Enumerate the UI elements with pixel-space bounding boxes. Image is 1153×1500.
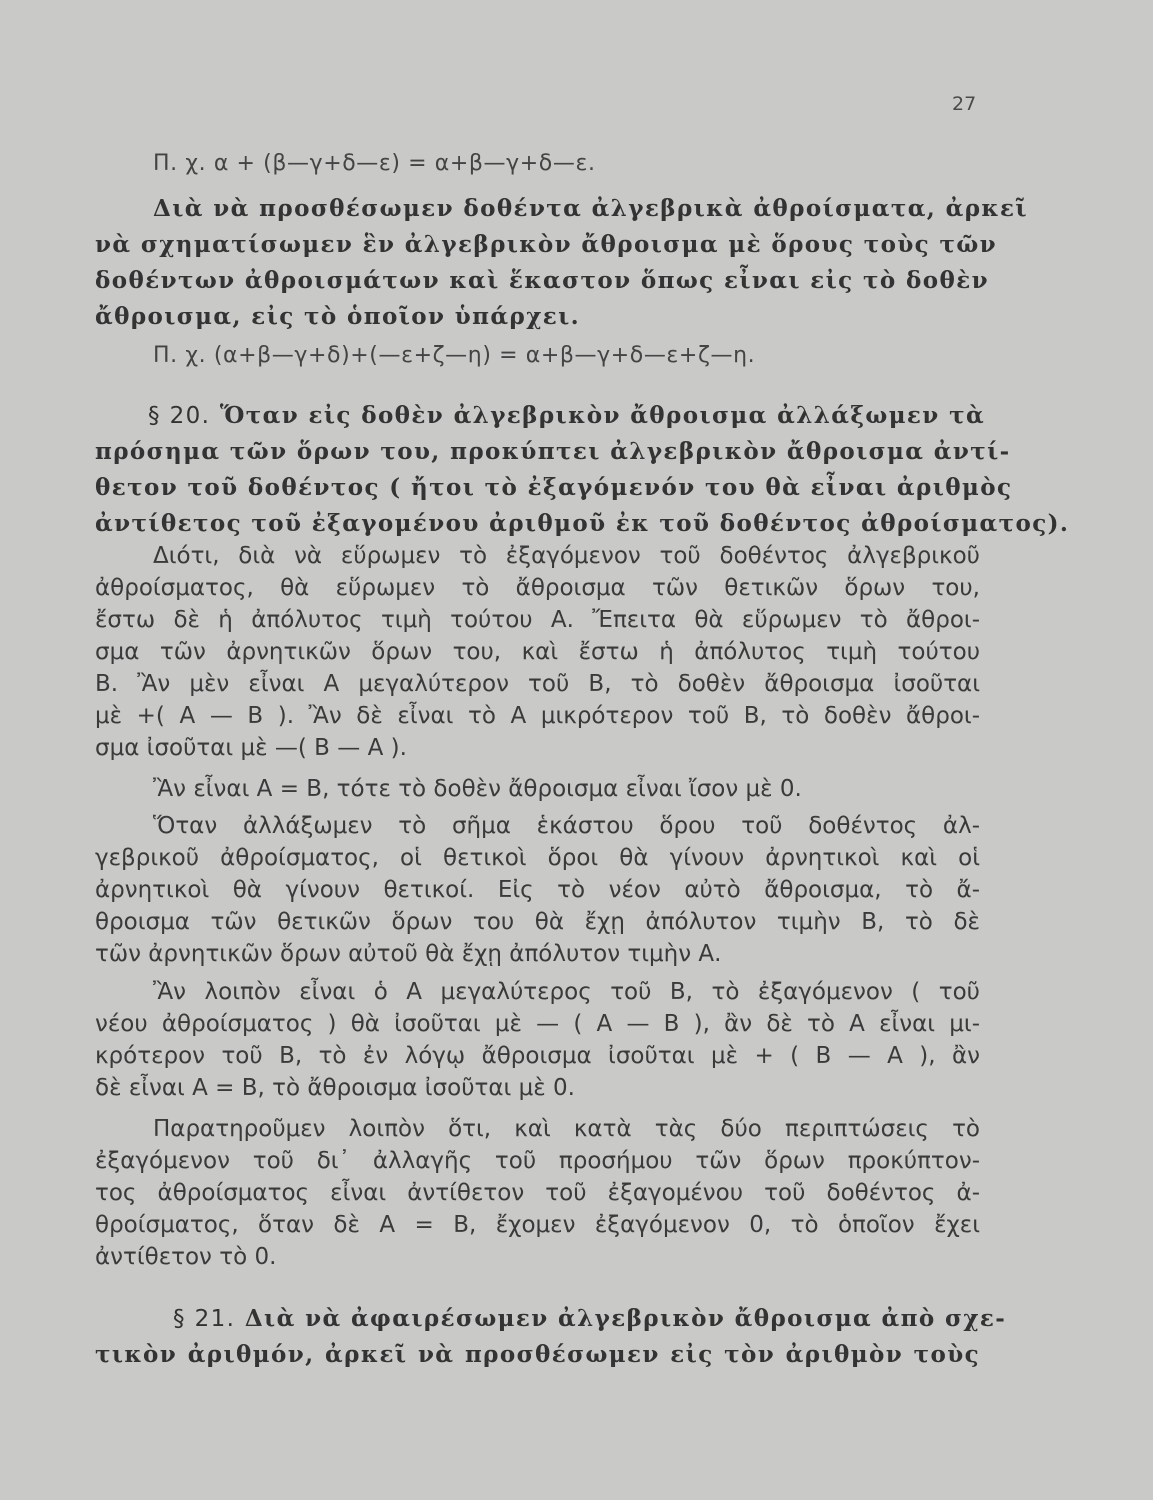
paragraph-line: Παρατηροῦμεν λοιπὸν ὅτι, καὶ κατὰ τὰς δύο περιπτώσεις τὸ (153, 1116, 980, 1142)
paragraph-line: θροίσματος, ὅταν δὲ Α = Β, ἔχομεν ἐξαγόμενον 0, τὸ ὁποῖον ἔχει (95, 1212, 980, 1238)
paragraph-line: δὲ εἶναι Α = Β, τὸ ἄθροισμα ἰσοῦται μὲ 0. (95, 1075, 575, 1101)
paragraph-line: μὲ +( Α — Β ). Ἂν δὲ εἶναι τὸ Α μικρότερον τοῦ Β, τὸ δοθὲν ἄθροι- (95, 703, 980, 729)
example-formula-2: Π. χ. (α+β—γ+δ)+(—ε+ζ—η) = α+β—γ+δ—ε+ζ—η. (153, 343, 756, 368)
example-formula-1: Π. χ. α + (β—γ+δ—ε) = α+β—γ+δ—ε. (153, 151, 596, 176)
page-number: 27 (952, 93, 977, 115)
paragraph-line: νέου ἀθροίσματος ) θὰ ἰσοῦται μὲ — ( Α — Β ), ἂν δὲ τὸ Α εἶναι μι- (95, 1011, 980, 1037)
section-number: § 21. (173, 1306, 236, 1332)
section-line: τικὸν ἀριθμόν, ἀρκεῖ νὰ προσθέσωμεν εἰς τὸν ἀριθμὸν τοὺς (95, 1341, 980, 1368)
paragraph-line: Ἂν εἶναι Α = Β, τότε τὸ δοθὲν ἄθροισμα εἶναι ἴσον μὲ 0. (153, 776, 802, 802)
paragraph-line: σμα ἰσοῦται μὲ —( Β — Α ). (95, 735, 407, 761)
paragraph-line: ἄθροισμα, εἰς τὸ ὁποῖον ὑπάρχει. (95, 303, 581, 330)
paragraph-line: Ὅταν ἀλλάξωμεν τὸ σῆμα ἑκάστου ὅρου τοῦ δοθέντος ἀλ- (153, 813, 980, 839)
paragraph-line: σμα τῶν ἀρνητικῶν ὅρων του, καὶ ἔστω ἡ ἀπόλυτος τιμὴ τούτου (95, 639, 980, 665)
paragraph-line: θροισμα τῶν θετικῶν ὅρων του θὰ ἔχῃ ἀπόλυτον τιμὴν Β, τὸ δὲ (95, 909, 980, 935)
paragraph-line: ἀθροίσματος, θὰ εὕρωμεν τὸ ἄθροισμα τῶν θετικῶν ὅρων του, (95, 575, 980, 601)
section-20-heading (95, 400, 986, 432)
paragraph-line: Ἂν λοιπὸν εἶναι ὁ Α μεγαλύτερος τοῦ Β, τὸ ἐξαγόμενον ( τοῦ (153, 979, 980, 1005)
section-line: ἀντίθετος τοῦ ἐξαγομένου ἀριθμοῦ ἐκ τοῦ δοθέντος ἀθροίσματος). (95, 510, 1070, 537)
section-number: § 20. (148, 403, 211, 429)
section-line: θετον τοῦ δοθέντος ( ἤτοι τὸ ἐξαγόμενόν του θὰ εἶναι ἀριθμὸς (95, 474, 1013, 501)
section-text: Ὅταν εἰς δοθὲν ἀλγεβρικὸν ἄθροισμα ἀλλάξωμεν τὰ (219, 402, 986, 429)
paragraph-line: Διὰ νὰ προσθέσωμεν δοθέντα ἀλγεβρικὰ ἀθροίσματα, ἀρκεῖ (153, 195, 1028, 222)
paragraph-line: ἐξαγόμενον τοῦ δι᾽ ἀλλαγῆς τοῦ προσήμου τῶν ὅρων προκύπτον- (95, 1148, 980, 1174)
paragraph-line: νὰ σχηματίσωμεν ἓν ἀλγεβρικὸν ἄθροισμα μὲ ὅρους τοὺς τῶν (95, 231, 998, 258)
section-21-heading (95, 1303, 1007, 1335)
paragraph-line: Β. Ἂν μὲν εἶναι Α μεγαλύτερον τοῦ Β, τὸ δοθὲν ἄθροισμα ἰσοῦται (95, 671, 980, 697)
section-text: Διὰ νὰ ἀφαιρέσωμεν ἀλγεβρικὸν ἄθροισμα ἀπὸ σχε- (244, 1305, 1007, 1332)
paragraph-line: τῶν ἀρνητικῶν ὅρων αὐτοῦ θὰ ἔχῃ ἀπόλυτον τιμὴν Α. (95, 941, 722, 967)
paragraph-line: ἔστω δὲ ἡ ἀπόλυτος τιμὴ τούτου Α. Ἔπειτα θὰ εὕρωμεν τὸ ἄθροι- (95, 607, 980, 633)
paragraph-line: κρότερον τοῦ Β, τὸ ἐν λόγῳ ἄθροισμα ἰσοῦται μὲ + ( Β — Α ), ἂν (95, 1043, 980, 1069)
paragraph-line: Διότι, διὰ νὰ εὕρωμεν τὸ ἐξαγόμενον τοῦ δοθέντος ἀλγεβρικοῦ (153, 543, 980, 569)
paragraph-line: δοθέντων ἀθροισμάτων καὶ ἕκαστον ὅπως εἶναι εἰς τὸ δοθὲν (95, 267, 989, 294)
paragraph-line: τος ἀθροίσματος εἶναι ἀντίθετον τοῦ ἐξαγομένου τοῦ δοθέντος ἀ- (95, 1180, 980, 1206)
paragraph-line: γεβρικοῦ ἀθροίσματος, οἱ θετικοὶ ὅροι θὰ γίνουν ἀρνητικοὶ καὶ οἱ (95, 845, 980, 871)
paragraph-line: ἀντίθετον τὸ 0. (95, 1244, 277, 1270)
paragraph-line: ἀρνητικοὶ θὰ γίνουν θετικοί. Εἰς τὸ νέον αὐτὸ ἄθροισμα, τὸ ἄ- (95, 877, 980, 903)
section-line: πρόσημα τῶν ὅρων του, προκύπτει ἀλγεβρικὸν ἄθροισμα ἀντί- (95, 438, 1011, 465)
